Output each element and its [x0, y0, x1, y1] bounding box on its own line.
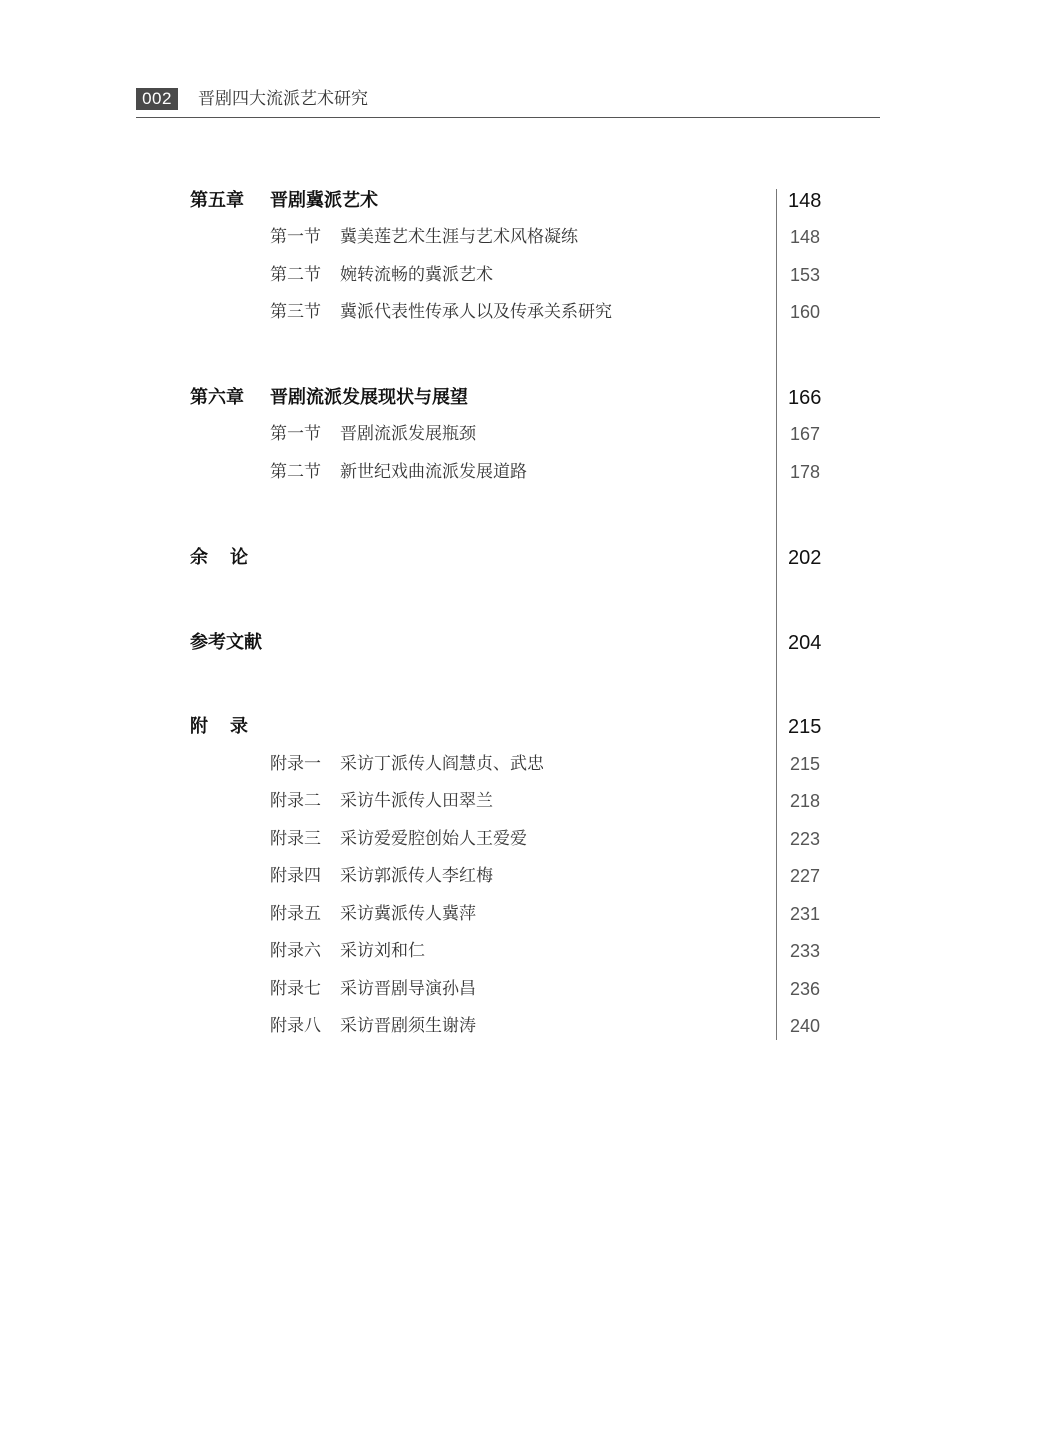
section-label: 第二节	[270, 462, 321, 482]
epilogue-page: 202	[788, 547, 822, 569]
appendix-item-title: 采访郭派传人李红梅	[340, 866, 493, 886]
section-page: 178	[790, 462, 821, 482]
section-label: 第一节	[270, 227, 321, 247]
appendix-item-label: 附录八	[270, 1016, 321, 1036]
appendix-item-title: 采访丁派传人阎慧贞、武忠	[340, 754, 544, 774]
appendix-item-title: 采访爱爱腔创始人王爱爱	[340, 829, 527, 849]
appendix-item-page: 231	[790, 904, 821, 924]
appendix-item-label: 附录三	[270, 829, 321, 849]
appendix-item-label: 附录六	[270, 941, 321, 961]
chapter-title: 晋剧冀派艺术	[270, 190, 378, 211]
toc-appendix[interactable]	[0, 712, 1039, 742]
appendix-item-page: 236	[790, 979, 821, 999]
appendix-item-label: 附录二	[270, 791, 321, 811]
toc-section[interactable]	[0, 222, 1039, 252]
toc-appendix-item[interactable]	[0, 786, 1039, 816]
toc-appendix-item[interactable]	[0, 749, 1039, 779]
chapter-page: 166	[788, 387, 822, 409]
toc-references[interactable]	[0, 628, 1039, 658]
section-label: 第二节	[270, 265, 321, 285]
chapter-title: 晋剧流派发展现状与展望	[270, 387, 468, 408]
toc-epilogue[interactable]	[0, 543, 1039, 573]
appendix-item-page: 223	[790, 829, 821, 849]
toc-chapter-6[interactable]	[0, 383, 1039, 413]
appendix-item-page: 215	[790, 754, 821, 774]
appendix-item-title: 采访冀派传人冀萍	[340, 904, 476, 924]
appendix-page: 215	[788, 716, 822, 738]
section-label: 第三节	[270, 302, 321, 322]
toc-appendix-item[interactable]	[0, 861, 1039, 891]
section-title: 冀派代表性传承人以及传承关系研究	[340, 302, 612, 322]
appendix-item-title: 采访刘和仁	[340, 941, 425, 961]
toc-section[interactable]	[0, 260, 1039, 290]
section-page: 148	[790, 227, 821, 247]
section-page: 167	[790, 424, 821, 444]
section-label: 第一节	[270, 424, 321, 444]
appendix-item-page: 240	[790, 1016, 821, 1036]
page-number: 002	[136, 88, 178, 110]
references-page: 204	[788, 632, 822, 654]
appendix-item-title: 采访晋剧导演孙昌	[340, 979, 476, 999]
appendix-item-label: 附录七	[270, 979, 321, 999]
appendix-item-label: 附录五	[270, 904, 321, 924]
chapter-label: 第五章	[190, 190, 244, 211]
appendix-item-page: 233	[790, 941, 821, 961]
appendix-item-title: 采访牛派传人田翠兰	[340, 791, 493, 811]
appendix-label: 附录	[190, 716, 270, 737]
section-title: 冀美莲艺术生涯与艺术风格凝练	[340, 227, 578, 247]
section-page: 153	[790, 265, 821, 285]
epilogue-label: 余论	[190, 547, 270, 568]
appendix-item-page: 218	[790, 791, 821, 811]
appendix-item-title: 采访晋剧须生谢涛	[340, 1016, 476, 1036]
appendix-item-label: 附录一	[270, 754, 321, 774]
section-title: 晋剧流派发展瓶颈	[340, 424, 476, 444]
toc-section[interactable]	[0, 457, 1039, 487]
appendix-item-page: 227	[790, 866, 821, 886]
toc-chapter-5[interactable]	[0, 186, 1039, 216]
toc-section[interactable]	[0, 297, 1039, 327]
toc-appendix-item[interactable]	[0, 899, 1039, 929]
toc-appendix-item[interactable]	[0, 1011, 1039, 1041]
section-title: 婉转流畅的冀派艺术	[340, 265, 493, 285]
section-title: 新世纪戏曲流派发展道路	[340, 462, 527, 482]
toc-appendix-item[interactable]	[0, 824, 1039, 854]
toc-section[interactable]	[0, 419, 1039, 449]
references-label: 参考文献	[190, 632, 262, 653]
appendix-item-label: 附录四	[270, 866, 321, 886]
section-page: 160	[790, 302, 821, 322]
chapter-label: 第六章	[190, 387, 244, 408]
book-title: 晋剧四大流派艺术研究	[198, 89, 368, 109]
toc-appendix-item[interactable]	[0, 936, 1039, 966]
toc-appendix-item[interactable]	[0, 974, 1039, 1004]
chapter-page: 148	[788, 190, 822, 212]
